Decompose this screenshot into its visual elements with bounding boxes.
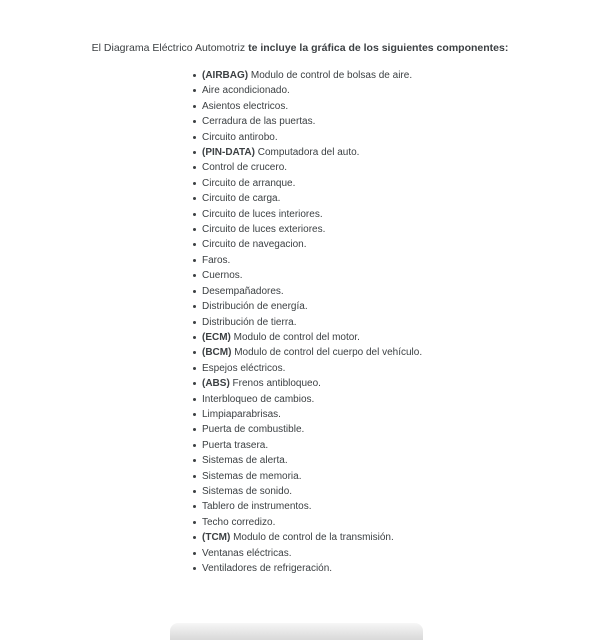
list-item: Puerta de combustible.	[202, 422, 600, 437]
list-item: Circuito de carga.	[202, 191, 600, 206]
list-item: Tablero de instrumentos.	[202, 499, 600, 514]
bottom-partial-element	[170, 623, 423, 640]
list-item: Circuito de arranque.	[202, 176, 600, 191]
list-item: (BCM) Modulo de control del cuerpo del vehículo.	[202, 345, 600, 360]
list-item: Interbloqueo de cambios.	[202, 392, 600, 407]
list-item: Asientos electricos.	[202, 99, 600, 114]
list-item: Desempañadores.	[202, 284, 600, 299]
list-item: Techo corredizo.	[202, 515, 600, 530]
list-item: Sistemas de sonido.	[202, 484, 600, 499]
list-item: Distribución de energía.	[202, 299, 600, 314]
list-item: Ventanas eléctricas.	[202, 546, 600, 561]
components-list	[202, 68, 600, 576]
title-regular-text: El Diagrama Eléctrico Automotriz	[91, 42, 246, 54]
list-item: (ECM) Modulo de control del motor.	[202, 330, 600, 345]
list-item: (AIRBAG) Modulo de control de bolsas de aire.	[202, 68, 600, 83]
list-item: Circuito de luces exteriores.	[202, 222, 600, 237]
list-item: Cuernos.	[202, 268, 600, 283]
list-item-acronym: (TCM)	[202, 532, 231, 544]
list-item-acronym: (ECM)	[202, 331, 231, 343]
document-page	[0, 40, 600, 640]
list-item: Circuito antirobo.	[202, 130, 600, 145]
list-item: Ventiladores de refrigeración.	[202, 561, 600, 576]
list-item-acronym: (BCM)	[202, 347, 232, 359]
page-title	[90, 40, 510, 56]
list-item: (PIN-DATA) Computadora del auto.	[202, 145, 600, 160]
list-item: Circuito de luces interiores.	[202, 207, 600, 222]
list-item: Sistemas de alerta.	[202, 453, 600, 468]
list-item: Faros.	[202, 253, 600, 268]
list-item-acronym: (AIRBAG)	[202, 70, 249, 81]
list-item: (TCM) Modulo de control de la transmisión.	[202, 530, 600, 545]
list-item: Control de crucero.	[202, 160, 600, 175]
list-item: Espejos eléctricos.	[202, 361, 600, 376]
title-bold-text: te incluye la gráfica de los siguientes componentes:	[248, 42, 509, 54]
list-item: Sistemas de memoria.	[202, 469, 600, 484]
list-item: Puerta trasera.	[202, 438, 600, 453]
list-item: Limpiaparabrisas.	[202, 407, 600, 422]
list-item: Circuito de navegacion.	[202, 237, 600, 252]
list-item-acronym: (PIN-DATA)	[202, 147, 255, 159]
list-item: (ABS) Frenos antibloqueo.	[202, 376, 600, 391]
list-item-acronym: (ABS)	[202, 378, 230, 390]
list-item: Cerradura de las puertas.	[202, 114, 600, 129]
list-item: Aire acondicionado.	[202, 83, 600, 98]
list-item: Distribución de tierra.	[202, 315, 600, 330]
